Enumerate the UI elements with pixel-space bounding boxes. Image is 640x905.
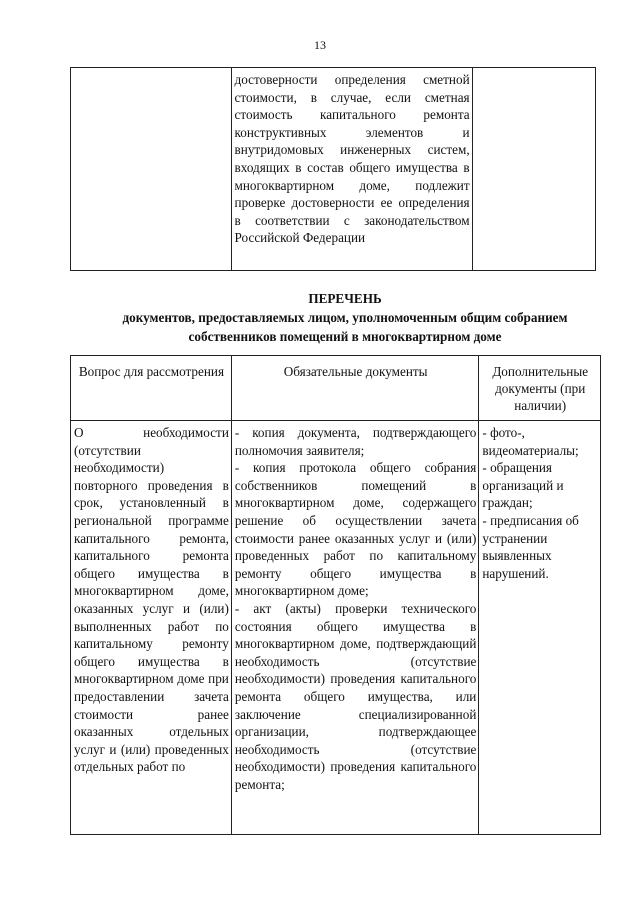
documents-table xyxy=(70,355,601,835)
question-cell: О необходимости (отсутствии необходимости) повторного проведения в срок, установленный в региональной программе капитального ремонта, капитального ремонта общего имущества в многоквартирном доме, оказанных услуг и (или) выполненных работ по капитальному ремонту общего имущества в многоквартирном доме при предоставлении зачета стоимости ранее оказанных отдельных услуг и (или) проведенных отдельных работ по xyxy=(71,421,232,835)
additional-document-item: - обращения организаций и граждан; xyxy=(482,460,564,511)
required-documents-cell xyxy=(231,421,479,835)
column-header-question: Вопрос для рассмотрения xyxy=(71,356,232,421)
required-document-item: - копия документа, подтверждающего полномочия заявителя; xyxy=(234,425,477,458)
column-header-required: Обязательные документы xyxy=(231,356,479,421)
continuation-table xyxy=(70,67,596,271)
additional-document-item: - фото-, видеоматериалы; xyxy=(482,425,579,458)
heading-title: ПЕРЕЧЕНЬ xyxy=(308,291,382,306)
empty-cell-left xyxy=(71,68,232,271)
page-number: 13 xyxy=(314,38,326,52)
additional-documents-cell xyxy=(479,421,601,835)
heading-subtitle: документов, предоставляемых лицом, уполномоченным общим собранием собственников помещений в многоквартирном доме xyxy=(122,310,568,344)
required-document-item: - копия протокола общего собрания собственников помещений в многоквартирном доме, содержащего решение об осуществлении зачета стоимости ранее оказанных услуг и (или) проведенных работ по капитальному ремонту общего имущества в многоквартирном доме; xyxy=(234,460,477,599)
document-heading xyxy=(60,289,630,346)
column-header-additional: Дополнительные документы (при наличии) xyxy=(479,356,601,421)
continuation-text-cell: достоверности определения сметной стоимости, в случае, если сметная стоимость капитального ремонта конструктивных элементов и внутридомовых инженерных систем, входящих в состав общего имущества в многоквартирном доме, подлежит проверке достоверности ее определения в соответствии с законодательством Российской Федерации xyxy=(231,68,472,271)
required-document-item: - акт (акты) проверки технического состояния общего имущества в многоквартирном доме, подтверждающий необходимость (отсутствие необходимости) проведения капитального ремонта общего имущества, или заключение специализированной организации, подтверждающее необходимость (отсутствие необходимости) проведения капитального ремонта; xyxy=(234,600,477,792)
additional-document-item: - предписания об устранении выявленных нарушений. xyxy=(482,512,579,581)
empty-cell-right xyxy=(472,68,595,271)
table-row xyxy=(71,421,601,835)
